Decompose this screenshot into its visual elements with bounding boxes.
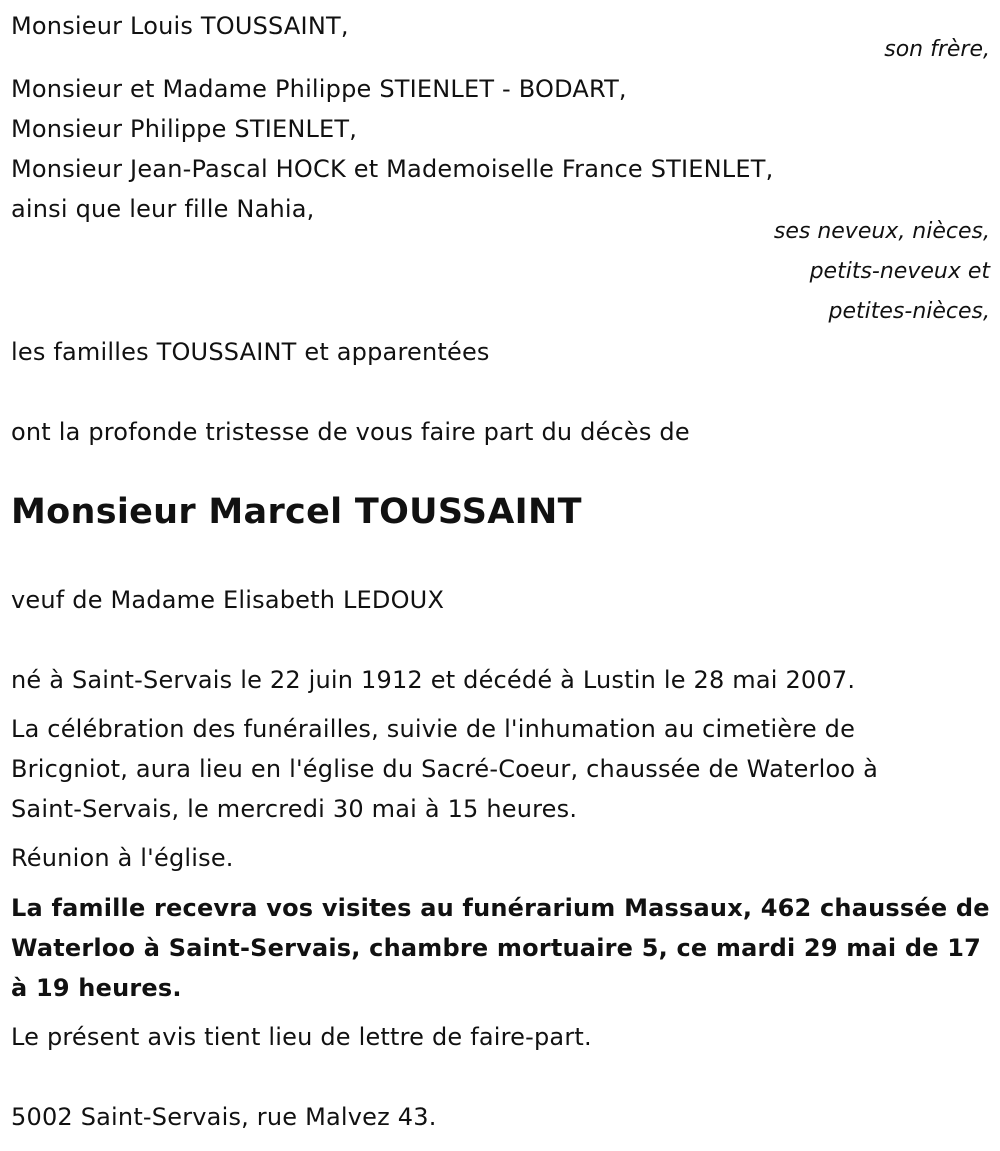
visits-line-3: à 19 heures. [11, 974, 182, 1002]
announcement-text: ont la profonde tristesse de vous faire part du décès de [11, 418, 690, 446]
families-line: les familles TOUSSAINT et apparentées [11, 338, 490, 366]
ceremony-line-1: La célébration des funérailles, suivie de l'inhumation au cimetière de [11, 715, 856, 743]
nephew-line-3: Monsieur Jean-Pascal HOCK et Mademoiselle France STIENLET, [11, 155, 774, 183]
address-line: 5002 Saint-Servais, rue Malvez 43. [11, 1103, 437, 1131]
nephews-relation-3: petites-nièces, [828, 299, 990, 324]
ceremony-line-2: Bricgniot, aura lieu en l'église du Sacré-Coeur, chaussée de Waterloo à [11, 755, 878, 783]
brother-name: Monsieur Louis TOUSSAINT, [11, 12, 349, 40]
nephew-line-1: Monsieur et Madame Philippe STIENLET - BODART, [11, 75, 627, 103]
notice-line: Le présent avis tient lieu de lettre de faire-part. [11, 1023, 592, 1051]
nephews-relation-2: petits-neveux et [809, 259, 990, 284]
visits-line-2: Waterloo à Saint-Servais, chambre mortuaire 5, ce mardi 29 mai de 17 [11, 934, 982, 962]
brother-relation: son frère, [884, 37, 990, 62]
nephew-line-4: ainsi que leur fille Nahia, [11, 195, 315, 223]
nephew-line-2: Monsieur Philippe STIENLET, [11, 115, 358, 143]
deceased-name: Monsieur Marcel TOUSSAINT [11, 492, 582, 532]
nephews-relation-1: ses neveux, nièces, [773, 219, 990, 244]
birth-death-line: né à Saint-Servais le 22 juin 1912 et décédé à Lustin le 28 mai 2007. [11, 666, 856, 694]
ceremony-line-3: Saint-Servais, le mercredi 30 mai à 15 heures. [11, 795, 578, 823]
visits-line-1: La famille recevra vos visites au funérarium Massaux, 462 chaussée de [11, 894, 990, 922]
widower-line: veuf de Madame Elisabeth LEDOUX [11, 586, 445, 614]
meeting-line: Réunion à l'église. [11, 844, 234, 872]
